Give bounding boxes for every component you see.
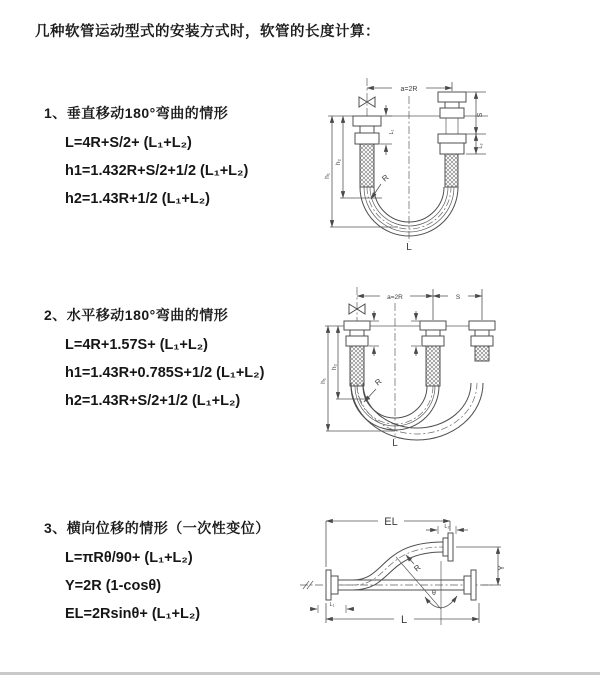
dim-label-h-inner: h₂ [331, 363, 338, 371]
hose-fitting-right-upper [438, 92, 466, 118]
dim-label-length: L [392, 438, 398, 449]
section-3-heading: 3、横向位移的情形（一次性变位） [44, 520, 270, 536]
formula-h2: h2=1.43R+S/2+1/2 (L₁+L₂) [65, 393, 241, 409]
hose-u-bend-position2 [351, 383, 483, 440]
hose-fitting-left [353, 116, 381, 187]
hose-fitting-right-lower [438, 134, 466, 187]
dim-label-stroke: S [477, 112, 484, 118]
braided-hose-left [360, 144, 374, 187]
dim-label-radius: R [412, 562, 423, 574]
formula-el: EL=2Rsinθ+ (L₁+L₂) [65, 606, 201, 622]
dim-label-fit-left: L₁ [389, 129, 395, 135]
section-lateral-displacement [44, 518, 270, 628]
formula-length: L=4R+1.57S+ (L₁+L₂) [65, 337, 208, 353]
formula-h1: h1=1.432R+S/2+1/2 (L₁+L₂) [65, 163, 249, 179]
dim-label-fit-left: L₁ [329, 602, 335, 608]
dim-label-length: L [406, 242, 412, 253]
dim-label-offset: Y [497, 565, 506, 571]
hose-s-curve [338, 533, 453, 590]
dim-label-fit-top: L₂ [444, 524, 450, 530]
braided-hose-right [445, 154, 458, 187]
dim-label-span: a=2R [400, 86, 418, 93]
formula-length: L=πRθ/90+ (L₁+L₂) [65, 550, 193, 566]
formula-y: Y=2R (1-cosθ) [65, 578, 162, 594]
dim-label-angle: θ [432, 590, 436, 597]
page-title: 几种软管运动型式的安装方式时，软管的长度计算： [35, 24, 380, 40]
hose-fitting-middle [420, 321, 446, 386]
hose-fitting-right-shifted [469, 321, 495, 361]
dim-label-span: a=2R [387, 294, 403, 301]
flange-left [326, 570, 338, 600]
angle-slant-line [396, 557, 441, 609]
section-horizontal-bend [44, 305, 264, 415]
section-vertical-bend [44, 103, 248, 213]
dim-label-length: L [400, 614, 408, 626]
dim-label-radius: R [380, 172, 391, 184]
section-1-heading: 1、垂直移动180°弯曲的情形 [44, 105, 229, 121]
dim-label-el: EL [384, 516, 398, 528]
dim-label-radius: R [373, 376, 384, 388]
hose-fitting-left [344, 321, 370, 386]
dim-label-stroke: S [455, 294, 461, 301]
dim-label-fit-right: L₂ [478, 143, 484, 149]
dim-label-h-outer: h₁ [320, 378, 327, 384]
diagram-lateral-displacement [298, 497, 598, 657]
dim-label-h-inner: h₂ [335, 158, 342, 166]
dim-label-h-outer: h₁ [324, 173, 331, 179]
formula-h2: h2=1.43R+1/2 (L₁+L₂) [65, 191, 211, 207]
section-2-heading: 2、水平移动180°弯曲的情形 [44, 307, 229, 323]
diagram-vertical-bend [310, 72, 600, 257]
flange-top-hub [443, 538, 448, 556]
formula-h1: h1=1.43R+0.785S+1/2 (L₁+L₂) [65, 365, 265, 381]
diagram-horizontal-bend [310, 281, 600, 461]
formula-length: L=4R+S/2+ (L₁+L₂) [65, 135, 192, 151]
flange-top-disc [448, 533, 453, 561]
